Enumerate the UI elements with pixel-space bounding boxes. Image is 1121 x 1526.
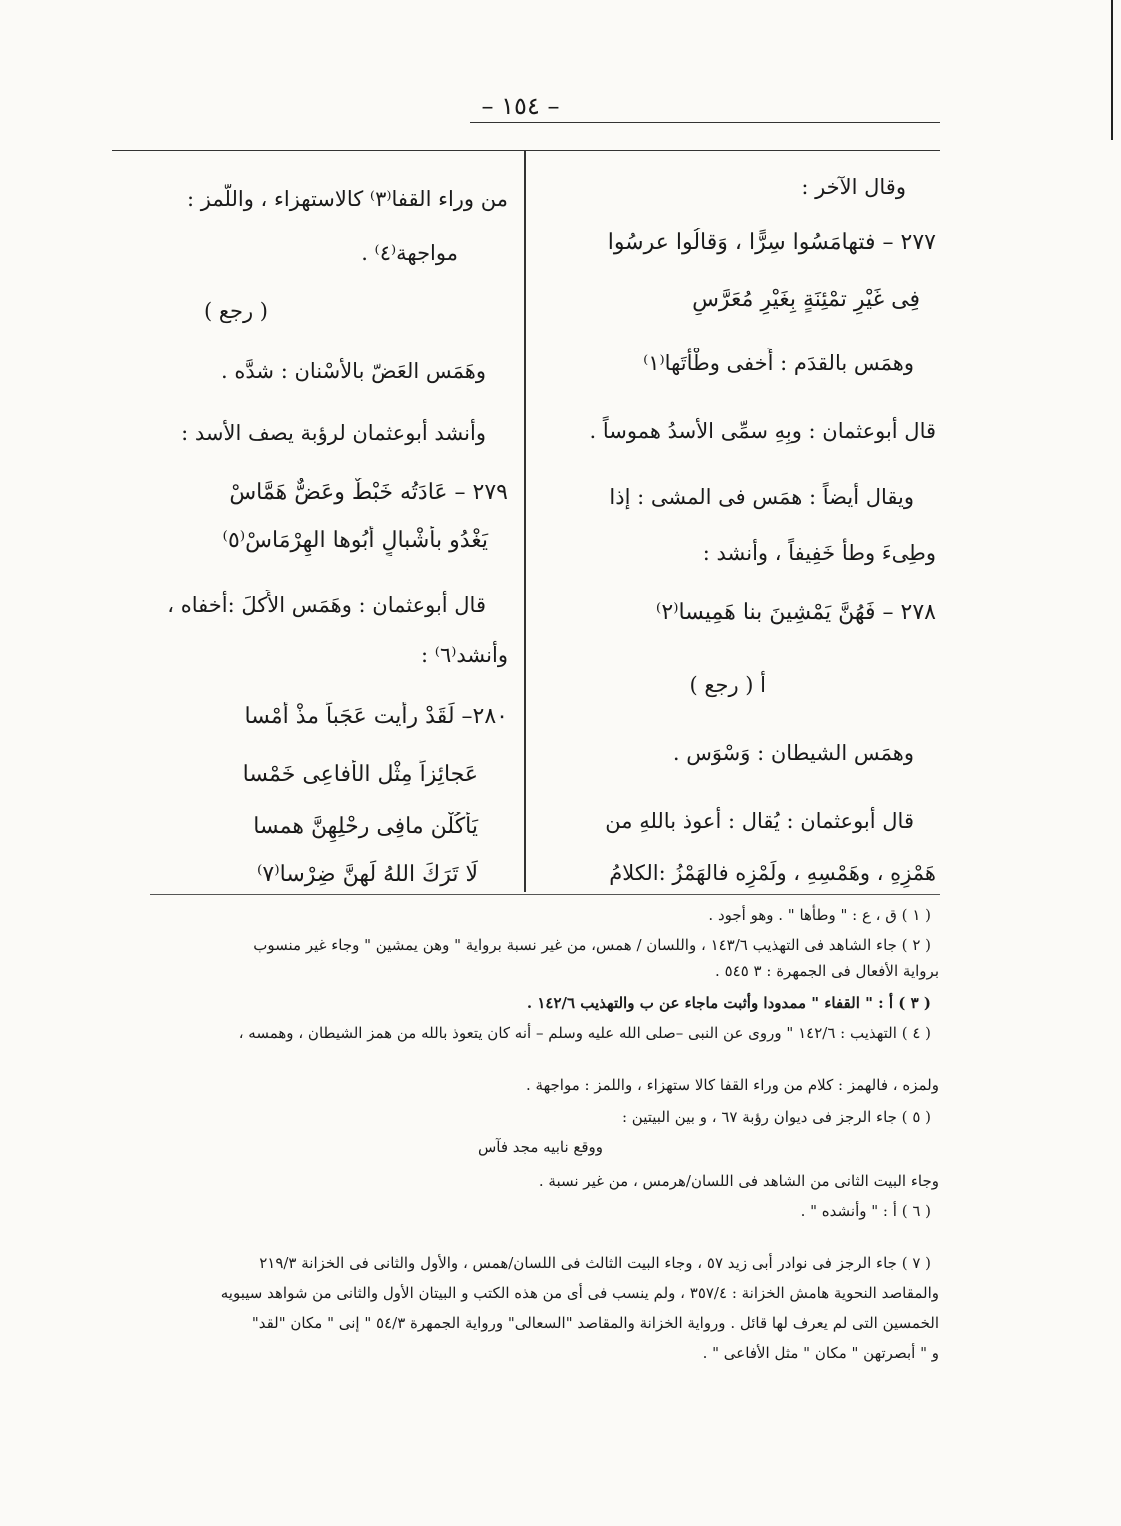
text-line: هَمْزِهِ ، وهَمْسِهِ ، ولَمْزِه فالهَمْزُ :الكلامُ	[609, 861, 936, 885]
verse-line: عَجائِزاً مِثْل الأفاعِى خَمْسا	[242, 762, 478, 787]
verse-line: فِى غَيْرِ تمْئِنَةٍ بِغَيْرِ مُعَرَّسِ	[692, 287, 920, 312]
text-line: قال أبوعثمان : يُقال : أعوذ باللهِ من	[605, 809, 914, 833]
text-line: قال أبوعثمان : وهَمَس الأَكلَ :أخفاه ،	[167, 593, 486, 617]
text-line: وهَمَس العَضّ بالأسْنان : شدَّه .	[221, 359, 486, 383]
footnote-verse: ووقع نابيه مجد فآس	[477, 1138, 604, 1156]
footnote-continuation: و " أبصرتهن " مكان " مثل الأفاعى " .	[702, 1344, 939, 1362]
text-line: وطِىءَ وطأً خَفِيفاً ، وأنشد :	[702, 541, 936, 565]
footnote: ( ٦ ) أ : " وأنشده " .	[800, 1202, 931, 1220]
verse-line: ٢٧٩ – عَادَتُه خَبْطٌ وعَضٌّ هَمَّاسْ	[229, 480, 508, 505]
footnote: ( ٧ ) جاء الرجز فى نوادر أبى زيد ٥٧ ، وجاء البيت الثالث فى اللسان/همس ، والأول والثانى فى الخزانة ٢١٩/٣	[259, 1254, 931, 1272]
text-line: وأنشد⁽٦⁾ :	[421, 643, 508, 667]
text-line: وهمَس بالقدَم : أَخفى وطْأتَها⁽١⁾	[643, 351, 914, 375]
text-line: قال أبوعثمان : وبِهِ سمِّى الأسدُ هموساً .	[589, 419, 936, 443]
footnote: ( ٥ ) جاء الرجز فى ديوان رؤبة ٦٧ ، و بين البيتين :	[621, 1108, 931, 1126]
footnote: ( ٤ ) التهذيب : ١٤٢/٦ " وروى عن النبى –صلى الله عليه وسلم – أنه كان يتعوذ بالله من همز الشيطان ، وهمسه ،	[238, 1024, 931, 1042]
page-edge-line	[1111, 0, 1113, 140]
verse-line: ٢٧٧ – فتهامَسُوا سِرًّا ، وَقالُوا عرسُوا	[607, 230, 936, 255]
header-rule-short	[470, 122, 940, 123]
footnote: ( ٣ ) أ : " القفاء " ممدودا وأثبت ماجاء عن ب والتهذيب ١٤٢/٦ .	[526, 994, 931, 1012]
footnote-continuation: ولمزه ، فالهمز : كلام من وراء القفا كالا ستهزاء ، واللمز : مواجهة .	[526, 1076, 939, 1094]
verse-line: ٢٧٨ – فَهُنَّ يَمْشِينَ بنا هَمِيسا⁽٢⁾	[655, 600, 936, 625]
text-line: ويقال أيضاً : همَس فى المشى : إذا	[609, 485, 914, 509]
footnote-continuation: برواية الأفعال فى الجمهرة : ٣ ٥٤٥ .	[715, 962, 939, 980]
section-marker: أ ( رجع )	[689, 673, 766, 697]
text-line: وأنشد أبوعثمان لرؤبة يصف الأسد :	[181, 421, 486, 445]
text-line: وقال الآخر :	[801, 175, 906, 199]
footnote-continuation: والمقاصد النحوية هامش الخزانة : ٣٥٧/٤ ، ولم ينسب فى أى من هذه الكتب و البيتان الأول والثانى من شواهد سيبويه	[220, 1284, 939, 1302]
text-line: مواجهة⁽٤⁾ .	[361, 241, 458, 265]
footnote-continuation: وجاء البيت الثانى من الشاهد فى اللسان/هرمس ، من غير نسبة .	[538, 1172, 939, 1190]
left-column	[130, 150, 508, 892]
section-marker: ( رجع )	[203, 299, 268, 323]
verse-line: يَأْكُلْن مافِى رحْلِهِنَّ همسا	[253, 814, 478, 839]
verse-line: يَغْدُو بأشْبالٍ أَبُوها الهِرْمَاسْ⁽٥⁾	[222, 528, 488, 553]
footnote: ( ٢ ) جاء الشاهد فى التهذيب ١٤٣/٦ ، واللسان / همس، من غير نسبة برواية " وهن يمشين " وجاء غير منسوب	[253, 936, 931, 954]
verse-line: لَا تَرَكَ اللهُ لَهنَّ ضِرْسا⁽٧⁾	[257, 862, 478, 887]
page-number: – ١٥٤ –	[481, 92, 560, 120]
text-line: وهمَس الشيطان : وَسْوَس .	[672, 741, 914, 765]
right-column	[548, 150, 936, 892]
text-line: من وراء القفا⁽٣⁾ كالاستهزاء ، واللَّمز :	[187, 187, 508, 211]
verse-line: ٢٨٠– لَقَدْ رأيت عَجَباً مذْ أمْسا	[244, 704, 508, 729]
footnote-continuation: الخمسين التى لم يعرف لها قائل . ورواية الخزانة والمقاصد "السعالى" ورواية الجمهرة ٥٤/٣ " إنى " مكان "لقد"	[251, 1314, 939, 1332]
footnotes-rule	[150, 894, 940, 895]
column-divider	[524, 150, 526, 892]
footnote: ( ١ ) ق ، ع : " وطأها " . وهو أجود .	[708, 906, 931, 924]
